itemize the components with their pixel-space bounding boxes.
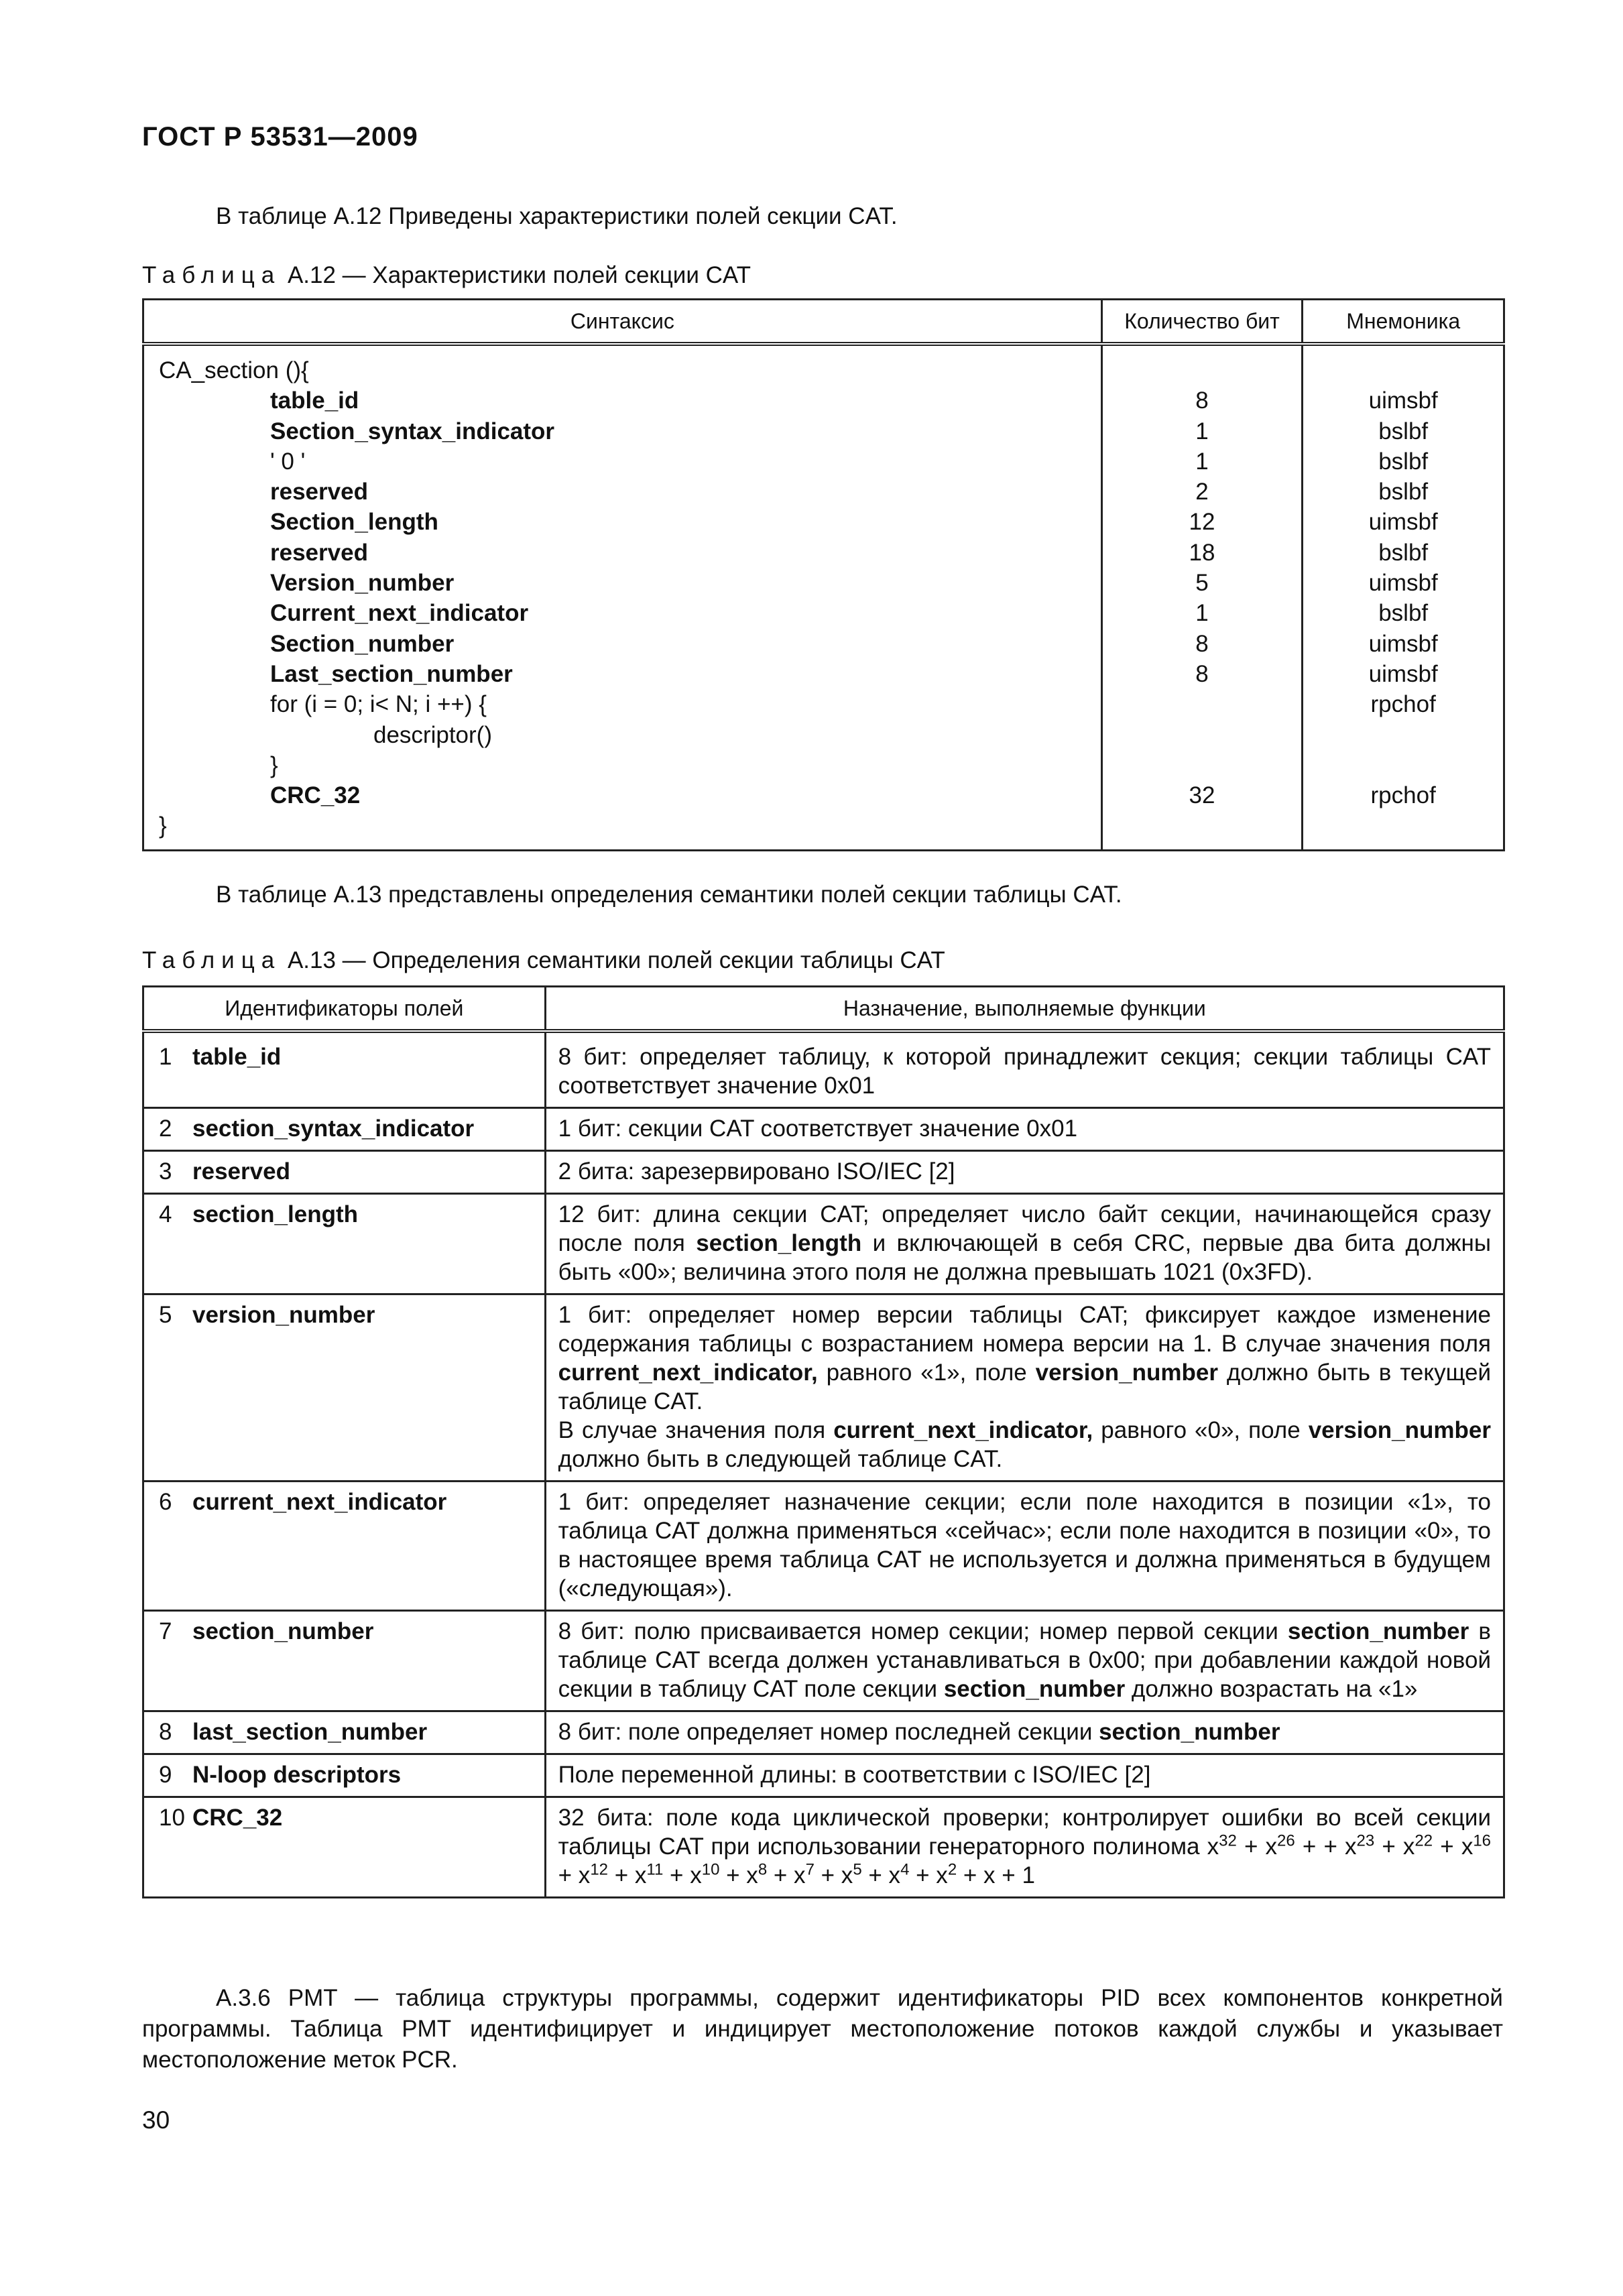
bit-count: 5 [1195,570,1209,597]
field-name: N-loop descriptors [192,1762,402,1788]
purpose-text: + x [608,1862,647,1888]
purpose-cell [545,1031,1504,1108]
exponent: 23 [1356,1831,1375,1850]
row-number: 3 [159,1158,172,1185]
exponent: 26 [1277,1831,1295,1850]
purpose-cell [545,1711,1504,1754]
syntax-line: ' 0 ' [270,448,306,475]
exponent: 8 [758,1860,768,1879]
purpose-text: в таблице CAT всегда должен устанавливаться в 0x00; при добавлении каждой новой секции в таблицу CAT поле секции [558,1618,1491,1702]
purpose-text: + x [1433,1833,1474,1860]
field-name: CRC_32 [192,1805,283,1831]
caption-label: Таблица [142,947,282,973]
purpose-text: 1 бит: секции CAT соответствует значение 0x01 [558,1115,1078,1142]
purpose-text: 1 бит: определяет номер версии таблицы CAT; фиксирует каждое изменение содержания таблицы с возрастанием номера версии на 1. В случае значения поля [558,1302,1491,1357]
purpose-cell [545,1151,1504,1194]
column-header-bits: Количество бит [1101,300,1303,345]
purpose-text: В случае значения поля [558,1417,834,1443]
syntax-line: Section_number [270,630,455,657]
table-row [143,1294,1504,1482]
field-id-cell [143,1482,546,1611]
purpose-text: должно быть в текущей таблице CAT. [558,1360,1491,1414]
mnemonic [1303,720,1503,750]
purpose-cell [545,1797,1504,1898]
purpose-text: 12 бит: длина секции CAT; определяет число байт секции, начинающейся сразу после поля [558,1201,1491,1256]
field-name: section_number [192,1618,374,1644]
column-header-field-ids: Идентификаторы полей [143,987,546,1032]
mnemonic: bslbf [1378,418,1429,444]
syntax-line: Last_section_number [270,660,513,687]
exponent: 22 [1415,1831,1433,1850]
document-header: ГОСТ Р 53531—2009 [142,122,418,152]
syntax-line: Version_number [270,570,455,597]
purpose-text: current_next_indicator, [558,1360,818,1386]
field-id-cell [143,1151,546,1194]
exponent: 12 [590,1860,609,1879]
purpose-text: Поле переменной длины: в соответствии с ISO/IEC [2] [558,1762,1151,1788]
bit-count [1103,689,1302,719]
purpose-text: version_number [1308,1417,1491,1443]
exponent: 7 [805,1860,815,1879]
exponent: 2 [947,1860,957,1879]
syntax-cell [143,344,1102,850]
field-name: last_section_number [192,1719,428,1745]
exponent: 32 [1219,1831,1237,1850]
purpose-cell [545,1611,1504,1711]
purpose-cell [545,1754,1504,1797]
bit-count: 1 [1195,418,1209,444]
column-header-purpose: Назначение, выполняемые функции [545,987,1504,1032]
field-id-cell [143,1754,546,1797]
syntax-line: } [270,751,278,778]
purpose-text: + x + 1 [957,1862,1035,1888]
syntax-line: Section_syntax_indicator [270,418,555,444]
bit-count: 8 [1195,660,1209,687]
purpose-text: + x [909,1862,948,1888]
field-id-cell [143,1611,546,1711]
mnemonic: bslbf [1378,448,1429,475]
caption-text: А.13 — Определения семантики полей секции таблицы CAT [281,947,945,973]
syntax-line: for (i = 0; i< N; i ++) { [270,691,487,718]
mnemonic: uimsbf [1368,570,1438,597]
purpose-cell [545,1294,1504,1482]
caption-label: Таблица [142,262,282,288]
purpose-text: 1 бит: определяет назначение секции; если поле находится в позиции «1», то таблица CAT должна применяться «сейчас»; если поле находится в позиции «0», то в настоящее время таблица CAT не используется и должна применяться в будущем («следующая»). [558,1489,1491,1602]
syntax-line: reserved [270,539,368,566]
mnemonic: uimsbf [1368,387,1438,414]
purpose-text: + x [663,1862,702,1888]
mnemonic: uimsbf [1368,630,1438,657]
mnemonic: bslbf [1378,479,1429,505]
bit-count: 12 [1189,509,1215,536]
mnemonic: uimsbf [1368,660,1438,687]
bit-count: 1 [1195,448,1209,475]
row-number: 6 [159,1489,172,1515]
syntax-line: } [159,812,167,839]
syntax-line: descriptor() [373,721,492,748]
intro-paragraph-a12: В таблице А.12 Приведены характеристики полей секции CAT. [216,203,898,229]
purpose-text: + x [558,1862,591,1888]
table-caption-a13 [142,945,945,976]
purpose-text: section_length [696,1230,862,1256]
column-header-mnemonic: Мнемоника [1303,300,1504,345]
purpose-text: + x [814,1862,853,1888]
bit-count: 1 [1195,600,1209,627]
row-number: 1 [159,1044,172,1070]
field-name: table_id [192,1044,282,1070]
table-row [143,1194,1504,1294]
field-name: current_next_indicator [192,1489,447,1515]
bit-count: 8 [1195,630,1209,657]
row-number: 9 [159,1762,172,1788]
mnemonic: rpchof [1370,691,1436,718]
bit-count: 18 [1189,539,1215,566]
syntax-line: reserved [270,479,368,505]
field-name: reserved [192,1158,290,1185]
purpose-text: 2 бита: зарезервировано ISO/IEC [2] [558,1158,955,1185]
mnemonic: bslbf [1378,539,1429,566]
section-a36-paragraph: А.3.6 PMT — таблица структуры программы, содержит идентификаторы PID всех компонентов конкретной программы. Таблица PMT идентифицирует и индицирует местоположение потоков каждой службы и указывает местоположение меток PCR. [142,1985,1503,2073]
table-row [143,1611,1504,1711]
bit-count [1103,810,1302,841]
purpose-text: section_number [1287,1618,1469,1644]
exponent: 16 [1473,1831,1492,1850]
row-number: 4 [159,1201,172,1227]
purpose-text: равного «0», поле [1093,1417,1309,1443]
bit-count [1103,720,1302,750]
table-row [143,1754,1504,1797]
field-name: section_syntax_indicator [192,1115,475,1142]
purpose-cell [545,1194,1504,1294]
syntax-line: Section_length [270,509,438,536]
exponent: 5 [853,1860,862,1879]
table-caption-a12 [142,260,751,291]
purpose-text: + x [1236,1833,1278,1860]
bit-count: 2 [1195,479,1209,505]
table-row [143,1797,1504,1898]
mnemonic [1303,750,1503,780]
row-number: 7 [159,1618,172,1644]
mnemonic [1303,355,1503,385]
table-a12 [142,298,1505,851]
bit-count [1103,355,1302,385]
bit-count: 32 [1189,782,1215,809]
syntax-line: CRC_32 [270,782,361,809]
purpose-text: и включающей в себя CRC, первые два бита должны быть «00»; величина этого поля не должна превышать 1021 (0x3FD). [558,1230,1492,1285]
purpose-text: + + x [1295,1833,1357,1860]
purpose-text: + x [719,1862,758,1888]
caption-text: А.12 — Характеристики полей секции CAT [281,262,752,288]
column-header-syntax: Синтаксис [143,300,1102,345]
field-id-cell [143,1108,546,1151]
row-number: 10 [159,1805,185,1831]
purpose-text: + x [1374,1833,1415,1860]
purpose-text: section_number [943,1676,1126,1702]
purpose-cell [545,1482,1504,1611]
purpose-text: 8 бит: определяет таблицу, к которой принадлежит секция; секции таблицы CAT соответствует значение 0x01 [558,1044,1491,1099]
purpose-text: version_number [1035,1360,1218,1386]
page-number: 30 [142,2106,170,2134]
bit-count [1103,750,1302,780]
table-row [143,1482,1504,1611]
table-row [143,1151,1504,1194]
exponent: 4 [900,1860,910,1879]
intro-paragraph-a13: В таблице А.13 представлены определения семантики полей секции таблицы CAT. [216,882,1122,908]
purpose-cell [545,1108,1504,1151]
mnemonic: uimsbf [1368,509,1438,536]
field-id-cell [143,1294,546,1482]
purpose-text: 8 бит: полю присваивается номер секции; номер первой секции [558,1618,1288,1644]
exponent: 11 [646,1860,664,1879]
purpose-text: 32 бита: поле кода циклической проверки; контролирует ошибки во всей секции таблицы CAT при использовании генераторного полинома x [558,1805,1491,1860]
purpose-text: section_number [1099,1719,1280,1745]
mnemonic-cell [1303,344,1504,850]
purpose-text: + x [861,1862,901,1888]
field-id-cell [143,1194,546,1294]
purpose-text: равного «1», поле [817,1360,1036,1386]
purpose-text: + x [767,1862,806,1888]
table-a13 [142,985,1505,1898]
syntax-line: CA_section (){ [159,357,309,383]
purpose-text: должно возрастать на «1» [1125,1676,1418,1702]
mnemonic: bslbf [1378,600,1429,627]
purpose-text: current_next_indicator, [833,1417,1093,1443]
table-row [143,1108,1504,1151]
exponent: 10 [701,1860,720,1879]
bits-cell [1101,344,1303,850]
syntax-line: table_id [270,387,359,414]
table-row [143,1031,1504,1108]
purpose-text: должно быть в следующей таблице CAT. [558,1446,1003,1472]
syntax-line: Current_next_indicator [270,600,529,627]
field-id-cell [143,1797,546,1898]
field-id-cell [143,1711,546,1754]
table-row [143,1711,1504,1754]
field-name: section_length [192,1201,358,1227]
field-id-cell [143,1031,546,1108]
row-number: 8 [159,1719,172,1745]
mnemonic: rpchof [1370,782,1436,809]
row-number: 5 [159,1302,172,1328]
field-name: version_number [192,1302,375,1328]
purpose-text: 8 бит: поле определяет номер последней секции [558,1719,1099,1745]
row-number: 2 [159,1115,172,1142]
mnemonic [1303,810,1503,841]
bit-count: 8 [1195,387,1209,414]
